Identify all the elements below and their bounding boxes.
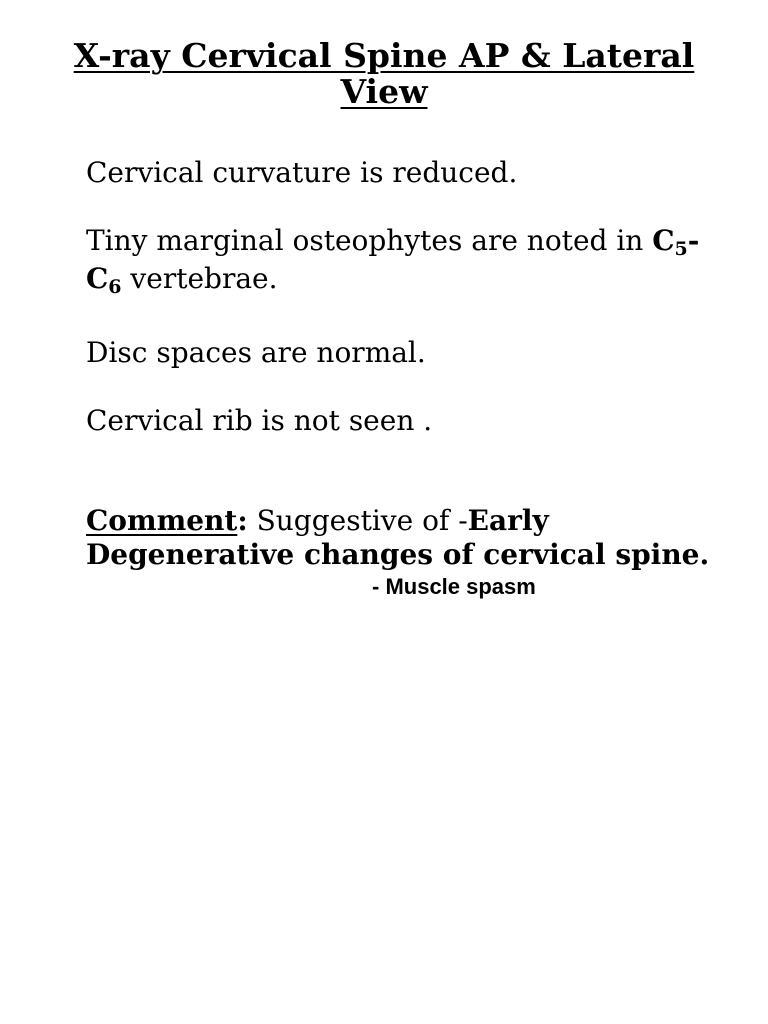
report-title-line-1: X-ray Cervical Spine AP & Lateral (73, 36, 695, 75)
report-title (0, 38, 768, 110)
finding-osteophytes-text: Tiny marginal osteophytes are noted in (86, 224, 653, 257)
comment-label: Comment (86, 504, 238, 537)
impression-early: Early (467, 504, 549, 537)
impression-muscle-spasm: - Muscle spasm (372, 574, 536, 599)
impression-degenerative-changes: Degenerative changes of cervical spine. (86, 538, 710, 571)
comment-intro: Suggestive of - (247, 504, 468, 537)
finding-osteophytes (86, 222, 736, 298)
report-title-line-2: View (340, 72, 428, 111)
vertebra-c6-number: 6 (108, 276, 122, 298)
vertebra-c6-letter: C (86, 262, 109, 295)
finding-cervical-curvature: Cervical curvature is reduced. (86, 156, 518, 189)
comment-colon: : (237, 504, 248, 537)
finding-cervical-rib: Cervical rib is not seen . (86, 404, 433, 437)
vertebra-c5-number: 5 (674, 238, 688, 260)
finding-disc-spaces: Disc spaces are normal. (86, 336, 426, 369)
vertebra-c5-letter: C (652, 224, 675, 257)
comment-section (86, 504, 746, 572)
finding-osteophytes-suffix: vertebrae. (121, 262, 278, 295)
vertebra-range-dash: - (687, 224, 700, 257)
